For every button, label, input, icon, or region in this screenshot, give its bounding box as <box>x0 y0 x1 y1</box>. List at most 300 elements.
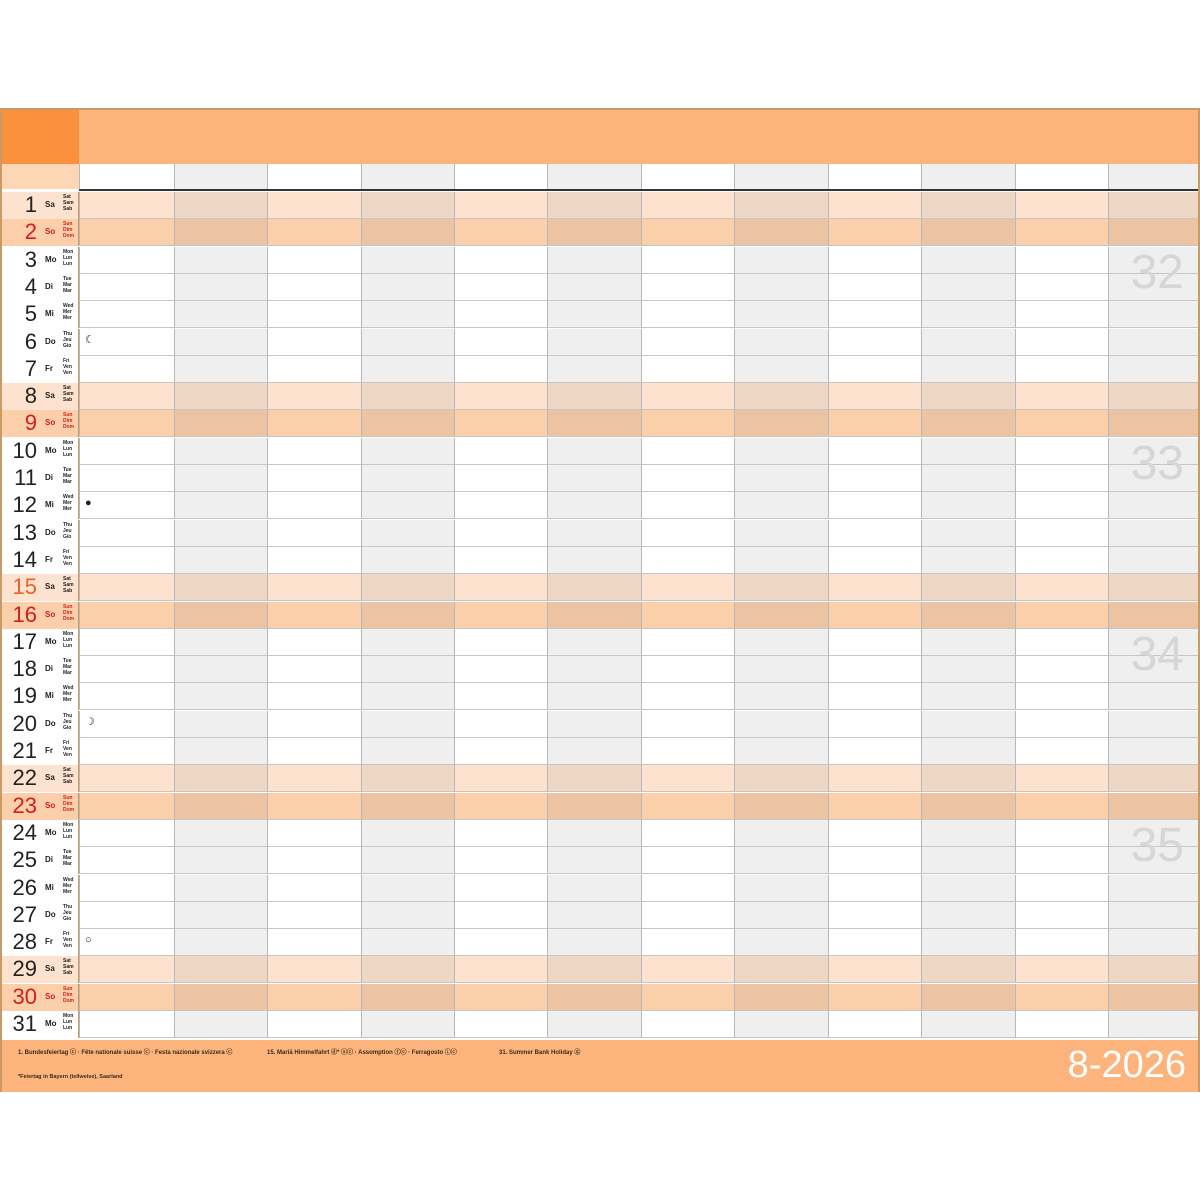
planner-cell[interactable] <box>454 1011 547 1038</box>
planner-cell[interactable] <box>641 875 734 902</box>
planner-cell[interactable] <box>547 574 641 601</box>
planner-cell[interactable] <box>734 902 828 929</box>
planner-cell[interactable] <box>921 629 1015 656</box>
planner-cell[interactable] <box>79 274 174 301</box>
planner-cell[interactable] <box>921 902 1015 929</box>
planner-cell[interactable] <box>641 929 734 956</box>
planner-cell[interactable] <box>267 438 361 465</box>
planner-cell[interactable] <box>641 793 734 820</box>
planner-cell[interactable] <box>267 247 361 274</box>
planner-cell[interactable] <box>1015 274 1108 301</box>
planner-cell[interactable] <box>734 492 828 519</box>
column-header-cell[interactable] <box>641 164 734 189</box>
planner-cell[interactable] <box>1108 1011 1198 1038</box>
planner-cell[interactable] <box>828 902 921 929</box>
planner-cell[interactable] <box>921 820 1015 847</box>
planner-cell[interactable] <box>174 738 267 765</box>
planner-cell[interactable] <box>1015 301 1108 328</box>
planner-cell[interactable] <box>79 683 174 710</box>
planner-cell[interactable] <box>641 301 734 328</box>
planner-cell[interactable] <box>454 847 547 874</box>
planner-cell[interactable] <box>1108 574 1198 601</box>
planner-cell[interactable] <box>921 410 1015 437</box>
planner-cell[interactable] <box>267 602 361 629</box>
planner-cell[interactable] <box>921 383 1015 410</box>
planner-cell[interactable] <box>1108 383 1198 410</box>
planner-cell[interactable] <box>734 711 828 738</box>
planner-cell[interactable] <box>454 465 547 492</box>
planner-cell[interactable] <box>174 956 267 983</box>
planner-cell[interactable] <box>921 329 1015 356</box>
planner-cell[interactable] <box>641 602 734 629</box>
planner-cell[interactable] <box>1015 984 1108 1011</box>
planner-cell[interactable] <box>79 984 174 1011</box>
planner-cell[interactable] <box>1015 219 1108 246</box>
planner-cell[interactable] <box>174 329 267 356</box>
planner-cell[interactable] <box>641 356 734 383</box>
planner-cell[interactable] <box>641 1011 734 1038</box>
planner-cell[interactable] <box>79 547 174 574</box>
planner-cell[interactable] <box>641 984 734 1011</box>
planner-cell[interactable] <box>828 765 921 792</box>
planner-cell[interactable] <box>454 492 547 519</box>
planner-cell[interactable] <box>734 984 828 1011</box>
planner-cell[interactable] <box>174 547 267 574</box>
planner-cell[interactable] <box>79 602 174 629</box>
planner-cell[interactable] <box>1108 219 1198 246</box>
planner-cell[interactable] <box>361 711 454 738</box>
planner-cell[interactable] <box>921 465 1015 492</box>
planner-cell[interactable] <box>79 1011 174 1038</box>
planner-cell[interactable] <box>267 875 361 902</box>
planner-cell[interactable] <box>641 438 734 465</box>
planner-cell[interactable] <box>641 219 734 246</box>
planner-cell[interactable] <box>454 356 547 383</box>
planner-cell[interactable] <box>921 520 1015 547</box>
planner-cell[interactable] <box>921 956 1015 983</box>
planner-cell[interactable] <box>454 902 547 929</box>
planner-cell[interactable] <box>1108 984 1198 1011</box>
planner-cell[interactable] <box>641 465 734 492</box>
planner-cell[interactable] <box>734 793 828 820</box>
planner-cell[interactable] <box>1015 738 1108 765</box>
planner-cell[interactable] <box>547 492 641 519</box>
planner-cell[interactable] <box>1015 765 1108 792</box>
column-header-cell[interactable] <box>1108 164 1198 189</box>
column-header-cell[interactable] <box>79 164 174 189</box>
planner-cell[interactable] <box>828 656 921 683</box>
planner-cell[interactable] <box>921 793 1015 820</box>
planner-cell[interactable] <box>828 1011 921 1038</box>
planner-cell[interactable] <box>1015 820 1108 847</box>
planner-cell[interactable] <box>547 383 641 410</box>
planner-cell[interactable] <box>79 383 174 410</box>
planner-cell[interactable] <box>361 329 454 356</box>
planner-cell[interactable] <box>1015 847 1108 874</box>
planner-cell[interactable] <box>734 329 828 356</box>
planner-cell[interactable] <box>267 219 361 246</box>
planner-cell[interactable] <box>267 574 361 601</box>
planner-cell[interactable] <box>267 492 361 519</box>
planner-cell[interactable] <box>174 711 267 738</box>
planner-cell[interactable] <box>267 656 361 683</box>
planner-cell[interactable] <box>174 820 267 847</box>
planner-cell[interactable] <box>267 793 361 820</box>
planner-cell[interactable] <box>361 192 454 219</box>
planner-cell[interactable] <box>79 629 174 656</box>
planner-cell[interactable] <box>361 410 454 437</box>
planner-cell[interactable] <box>547 820 641 847</box>
planner-cell[interactable] <box>1015 902 1108 929</box>
planner-cell[interactable] <box>454 984 547 1011</box>
planner-cell[interactable] <box>547 738 641 765</box>
planner-cell[interactable] <box>267 902 361 929</box>
planner-cell[interactable] <box>174 847 267 874</box>
planner-cell[interactable] <box>1108 492 1198 519</box>
planner-cell[interactable] <box>921 192 1015 219</box>
planner-cell[interactable] <box>734 410 828 437</box>
planner-cell[interactable] <box>921 547 1015 574</box>
planner-cell[interactable] <box>828 383 921 410</box>
planner-cell[interactable] <box>79 192 174 219</box>
planner-cell[interactable] <box>174 492 267 519</box>
planner-cell[interactable] <box>921 765 1015 792</box>
planner-cell[interactable] <box>361 547 454 574</box>
planner-cell[interactable] <box>828 629 921 656</box>
planner-cell[interactable] <box>734 929 828 956</box>
planner-cell[interactable] <box>547 602 641 629</box>
planner-cell[interactable] <box>734 602 828 629</box>
planner-cell[interactable] <box>267 629 361 656</box>
planner-cell[interactable] <box>267 301 361 328</box>
planner-cell[interactable] <box>267 765 361 792</box>
planner-cell[interactable] <box>828 984 921 1011</box>
planner-cell[interactable] <box>1015 547 1108 574</box>
planner-cell[interactable] <box>734 738 828 765</box>
column-header-cell[interactable] <box>361 164 454 189</box>
planner-cell[interactable] <box>1015 247 1108 274</box>
planner-cell[interactable] <box>547 301 641 328</box>
planner-cell[interactable] <box>828 875 921 902</box>
planner-cell[interactable] <box>641 247 734 274</box>
planner-cell[interactable] <box>174 356 267 383</box>
planner-cell[interactable] <box>267 410 361 437</box>
planner-cell[interactable] <box>1108 711 1198 738</box>
planner-cell[interactable] <box>361 520 454 547</box>
planner-cell[interactable] <box>547 629 641 656</box>
planner-cell[interactable] <box>454 192 547 219</box>
planner-cell[interactable] <box>641 520 734 547</box>
planner-cell[interactable] <box>174 984 267 1011</box>
planner-cell[interactable] <box>1108 547 1198 574</box>
planner-cell[interactable] <box>1015 492 1108 519</box>
planner-cell[interactable] <box>641 711 734 738</box>
planner-cell[interactable] <box>174 520 267 547</box>
planner-cell[interactable] <box>174 793 267 820</box>
planner-cell[interactable] <box>921 875 1015 902</box>
planner-cell[interactable] <box>267 820 361 847</box>
planner-cell[interactable] <box>361 383 454 410</box>
planner-cell[interactable] <box>734 356 828 383</box>
planner-cell[interactable] <box>734 1011 828 1038</box>
planner-cell[interactable] <box>734 574 828 601</box>
planner-cell[interactable] <box>174 274 267 301</box>
planner-cell[interactable] <box>1108 875 1198 902</box>
planner-cell[interactable] <box>454 329 547 356</box>
column-header-cell[interactable] <box>267 164 361 189</box>
planner-cell[interactable] <box>547 356 641 383</box>
planner-cell[interactable] <box>921 984 1015 1011</box>
planner-cell[interactable] <box>734 247 828 274</box>
planner-cell[interactable] <box>267 1011 361 1038</box>
planner-cell[interactable] <box>1108 902 1198 929</box>
planner-cell[interactable] <box>1108 301 1198 328</box>
planner-cell[interactable] <box>734 547 828 574</box>
planner-cell[interactable] <box>454 219 547 246</box>
planner-cell[interactable] <box>1015 329 1108 356</box>
planner-cell[interactable] <box>1015 438 1108 465</box>
planner-cell[interactable] <box>361 793 454 820</box>
planner-cell[interactable] <box>734 956 828 983</box>
planner-cell[interactable] <box>1108 602 1198 629</box>
planner-cell[interactable] <box>641 274 734 301</box>
planner-cell[interactable] <box>361 492 454 519</box>
planner-cell[interactable] <box>547 711 641 738</box>
planner-cell[interactable] <box>734 219 828 246</box>
planner-cell[interactable] <box>734 520 828 547</box>
planner-cell[interactable] <box>267 547 361 574</box>
planner-cell[interactable] <box>361 356 454 383</box>
planner-cell[interactable] <box>828 793 921 820</box>
planner-cell[interactable] <box>734 465 828 492</box>
planner-cell[interactable] <box>79 219 174 246</box>
planner-cell[interactable] <box>267 356 361 383</box>
planner-cell[interactable] <box>828 711 921 738</box>
planner-cell[interactable] <box>828 247 921 274</box>
planner-cell[interactable] <box>921 219 1015 246</box>
planner-cell[interactable] <box>547 793 641 820</box>
planner-cell[interactable] <box>828 465 921 492</box>
planner-cell[interactable] <box>547 547 641 574</box>
planner-cell[interactable] <box>547 219 641 246</box>
planner-cell[interactable] <box>361 738 454 765</box>
planner-cell[interactable] <box>361 765 454 792</box>
planner-cell[interactable] <box>734 656 828 683</box>
planner-cell[interactable] <box>361 602 454 629</box>
planner-cell[interactable] <box>454 520 547 547</box>
planner-cell[interactable] <box>361 683 454 710</box>
planner-cell[interactable] <box>1015 602 1108 629</box>
planner-cell[interactable] <box>79 820 174 847</box>
planner-cell[interactable] <box>734 438 828 465</box>
planner-cell[interactable] <box>828 547 921 574</box>
planner-cell[interactable] <box>547 274 641 301</box>
planner-cell[interactable] <box>547 247 641 274</box>
planner-cell[interactable] <box>641 192 734 219</box>
planner-cell[interactable] <box>361 574 454 601</box>
planner-cell[interactable] <box>361 465 454 492</box>
planner-cell[interactable] <box>174 902 267 929</box>
planner-cell[interactable] <box>547 656 641 683</box>
planner-cell[interactable] <box>921 247 1015 274</box>
planner-cell[interactable] <box>361 438 454 465</box>
planner-cell[interactable] <box>921 602 1015 629</box>
planner-cell[interactable] <box>79 492 174 519</box>
planner-cell[interactable] <box>79 656 174 683</box>
planner-cell[interactable] <box>454 711 547 738</box>
planner-cell[interactable] <box>1015 929 1108 956</box>
planner-cell[interactable] <box>267 683 361 710</box>
planner-cell[interactable] <box>734 875 828 902</box>
planner-cell[interactable] <box>174 683 267 710</box>
planner-cell[interactable] <box>921 1011 1015 1038</box>
planner-cell[interactable] <box>641 765 734 792</box>
planner-cell[interactable] <box>1108 765 1198 792</box>
planner-cell[interactable] <box>1108 929 1198 956</box>
planner-cell[interactable] <box>267 329 361 356</box>
planner-cell[interactable] <box>828 683 921 710</box>
planner-cell[interactable] <box>921 274 1015 301</box>
planner-cell[interactable] <box>454 793 547 820</box>
planner-cell[interactable] <box>641 329 734 356</box>
planner-cell[interactable] <box>734 820 828 847</box>
planner-cell[interactable] <box>1015 574 1108 601</box>
planner-cell[interactable] <box>921 711 1015 738</box>
planner-cell[interactable] <box>641 902 734 929</box>
planner-cell[interactable] <box>1108 192 1198 219</box>
planner-cell[interactable] <box>79 356 174 383</box>
planner-cell[interactable] <box>454 683 547 710</box>
planner-cell[interactable] <box>79 520 174 547</box>
planner-cell[interactable] <box>267 929 361 956</box>
column-header-cell[interactable] <box>921 164 1015 189</box>
planner-cell[interactable] <box>174 219 267 246</box>
planner-cell[interactable] <box>454 574 547 601</box>
planner-cell[interactable] <box>547 410 641 437</box>
planner-cell[interactable] <box>828 410 921 437</box>
planner-cell[interactable] <box>547 875 641 902</box>
planner-cell[interactable] <box>1015 1011 1108 1038</box>
planner-cell[interactable] <box>454 301 547 328</box>
planner-cell[interactable] <box>174 465 267 492</box>
planner-cell[interactable] <box>641 574 734 601</box>
planner-cell[interactable] <box>79 902 174 929</box>
planner-cell[interactable] <box>454 875 547 902</box>
planner-cell[interactable] <box>361 629 454 656</box>
planner-cell[interactable] <box>1015 711 1108 738</box>
planner-cell[interactable] <box>547 520 641 547</box>
planner-cell[interactable] <box>547 984 641 1011</box>
planner-cell[interactable] <box>267 465 361 492</box>
planner-cell[interactable] <box>1015 356 1108 383</box>
planner-cell[interactable] <box>734 847 828 874</box>
planner-cell[interactable] <box>828 438 921 465</box>
planner-cell[interactable] <box>454 929 547 956</box>
planner-cell[interactable] <box>734 383 828 410</box>
planner-cell[interactable] <box>454 602 547 629</box>
planner-cell[interactable] <box>547 465 641 492</box>
planner-cell[interactable] <box>79 247 174 274</box>
planner-cell[interactable] <box>828 738 921 765</box>
planner-cell[interactable] <box>921 574 1015 601</box>
column-header-cell[interactable] <box>828 164 921 189</box>
planner-cell[interactable] <box>828 956 921 983</box>
planner-cell[interactable] <box>79 847 174 874</box>
planner-cell[interactable] <box>641 492 734 519</box>
planner-cell[interactable] <box>828 929 921 956</box>
planner-cell[interactable] <box>79 410 174 437</box>
planner-cell[interactable] <box>921 492 1015 519</box>
planner-cell[interactable] <box>828 301 921 328</box>
planner-cell[interactable] <box>547 192 641 219</box>
planner-cell[interactable] <box>734 765 828 792</box>
planner-cell[interactable] <box>454 738 547 765</box>
planner-cell[interactable] <box>454 410 547 437</box>
planner-cell[interactable] <box>174 1011 267 1038</box>
planner-cell[interactable] <box>828 329 921 356</box>
planner-cell[interactable] <box>361 929 454 956</box>
planner-cell[interactable] <box>454 956 547 983</box>
planner-cell[interactable] <box>641 547 734 574</box>
planner-cell[interactable] <box>361 902 454 929</box>
planner-cell[interactable] <box>1108 520 1198 547</box>
planner-cell[interactable] <box>361 820 454 847</box>
planner-cell[interactable] <box>174 192 267 219</box>
planner-cell[interactable] <box>174 929 267 956</box>
planner-cell[interactable] <box>547 438 641 465</box>
planner-cell[interactable] <box>79 438 174 465</box>
planner-cell[interactable] <box>454 629 547 656</box>
planner-cell[interactable] <box>79 956 174 983</box>
planner-cell[interactable] <box>361 656 454 683</box>
planner-cell[interactable] <box>267 711 361 738</box>
planner-cell[interactable] <box>1108 956 1198 983</box>
planner-cell[interactable] <box>641 410 734 437</box>
planner-cell[interactable] <box>734 683 828 710</box>
planner-cell[interactable] <box>454 247 547 274</box>
planner-cell[interactable] <box>828 574 921 601</box>
planner-cell[interactable] <box>828 356 921 383</box>
planner-cell[interactable] <box>641 383 734 410</box>
planner-cell[interactable] <box>1015 956 1108 983</box>
planner-cell[interactable] <box>547 1011 641 1038</box>
planner-cell[interactable] <box>547 847 641 874</box>
planner-cell[interactable] <box>547 956 641 983</box>
planner-cell[interactable] <box>828 847 921 874</box>
planner-cell[interactable] <box>79 738 174 765</box>
planner-cell[interactable] <box>1015 683 1108 710</box>
planner-cell[interactable] <box>734 192 828 219</box>
column-header-cell[interactable] <box>734 164 828 189</box>
planner-cell[interactable] <box>1015 465 1108 492</box>
planner-cell[interactable] <box>1015 383 1108 410</box>
planner-cell[interactable] <box>454 274 547 301</box>
planner-cell[interactable] <box>361 956 454 983</box>
planner-cell[interactable] <box>641 656 734 683</box>
planner-cell[interactable] <box>1015 629 1108 656</box>
planner-cell[interactable] <box>547 902 641 929</box>
planner-cell[interactable] <box>641 738 734 765</box>
planner-cell[interactable] <box>174 765 267 792</box>
planner-cell[interactable] <box>921 847 1015 874</box>
planner-cell[interactable] <box>1015 410 1108 437</box>
planner-cell[interactable] <box>454 820 547 847</box>
planner-cell[interactable] <box>174 602 267 629</box>
planner-cell[interactable] <box>828 520 921 547</box>
planner-cell[interactable] <box>734 274 828 301</box>
planner-cell[interactable] <box>921 438 1015 465</box>
planner-cell[interactable] <box>174 875 267 902</box>
